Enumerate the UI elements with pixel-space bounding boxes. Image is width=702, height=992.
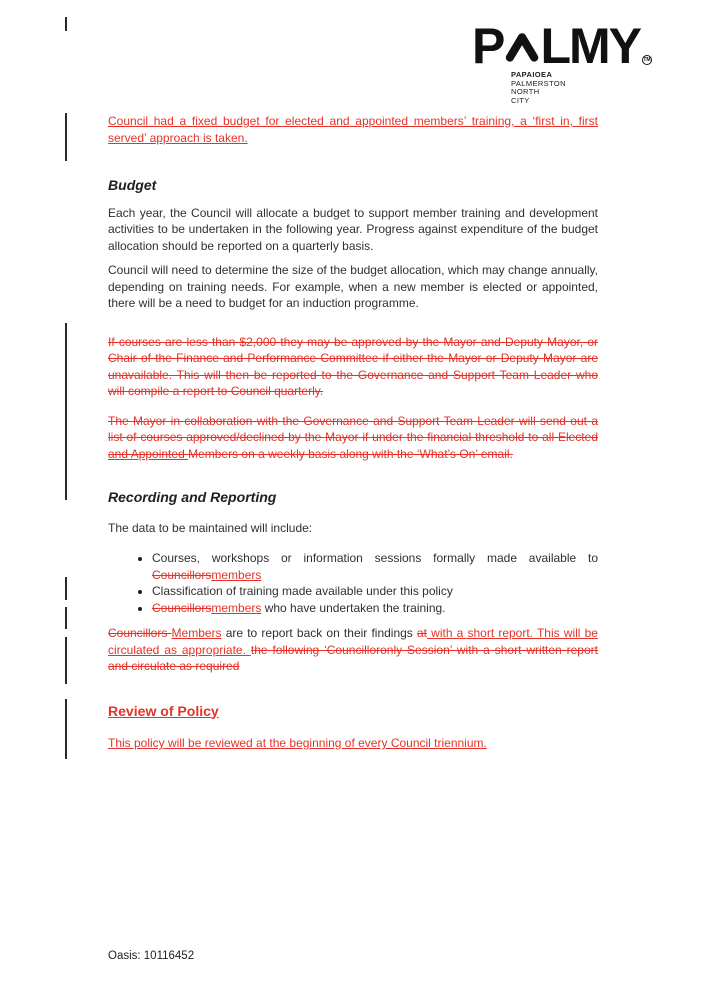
review-of-policy-heading [108, 703, 598, 720]
text-segment: This policy will be reviewed at the beginning of every Council triennium. [108, 736, 487, 750]
logo-subtitle [511, 71, 652, 105]
list-item [152, 550, 598, 583]
oasis-reference: Oasis: 10116452 [108, 950, 195, 962]
text-segment: at [416, 626, 427, 640]
text-segment: Review of Policy [108, 702, 219, 719]
text-segment: and Appointed [108, 446, 189, 461]
data-maintained-list [108, 550, 598, 616]
text-segment: members [211, 600, 262, 615]
text-segment: Councillors [152, 600, 212, 615]
text-segment: who have undertaken the training. [261, 600, 446, 615]
text-segment: Classification of training made available under this policy [152, 584, 453, 598]
change-bar [65, 637, 67, 684]
budget-paragraph-1: Each year, the Council will allocate a budget to support member training and development activities to be undertaken in the following year. Progress against expenditure of the budget allocation should be reported on a quarterly basis. [108, 205, 598, 253]
budget-paragraph-2: Council will need to determine the size of the budget allocation, which may change annually, depending on training needs. For example, when a new member is elected or appointed, there will be a need to budget for an induction programme. [108, 263, 598, 310]
inserted-intro-paragraph [108, 113, 598, 146]
review-of-policy-paragraph [108, 735, 598, 752]
deleted-paragraph-2 [108, 413, 598, 463]
text-segment: members [211, 567, 262, 582]
palmy-logo [472, 18, 652, 105]
change-bar [65, 699, 67, 759]
change-bar [65, 323, 67, 500]
text-segment: Councillors [108, 626, 172, 640]
logo-subtitle-line: PAPAIOEA [511, 70, 553, 79]
deleted-paragraph-1 [108, 334, 598, 400]
text-segment: the following ‘Councilloronly Session’ with a short written report and circulate as required [108, 642, 598, 673]
change-bar [65, 113, 67, 161]
text-segment: Members [171, 626, 222, 640]
logo-subtitle-line: CITY [511, 95, 530, 105]
text-segment: with a short report. This will be circulated as appropriate. [108, 626, 598, 657]
list-item [152, 600, 598, 617]
text-segment: Courses, workshops or information sessions formally made available to [152, 551, 598, 565]
change-bar [65, 607, 67, 629]
text-segment: are to report back on their findings [221, 626, 417, 640]
text-segment: Councillors [152, 567, 212, 582]
palmy-logo-wordmark [472, 18, 652, 74]
change-bar [65, 17, 67, 31]
report-back-paragraph [108, 625, 598, 675]
logo-letters-lmy: LMY [540, 18, 640, 74]
text-segment: The Mayor in collaboration with the Governance and Support Team Leader will send out a list of courses approved/declined by the Mayor if under the financial threshold to all Elected [108, 413, 598, 444]
logo-subtitle-line: NORTH [511, 87, 540, 96]
trademark-icon: TM [643, 57, 651, 63]
text-segment: Members on a weekly basis along with the ‘What’s On’ email. [188, 446, 513, 461]
list-item [152, 583, 598, 600]
document-content [108, 113, 598, 752]
chevron-up-icon [505, 28, 539, 66]
logo-subtitle-line: PALMERSTON [511, 78, 566, 88]
logo-letter-p: P [472, 18, 504, 74]
text-segment: Council had a fixed budget for elected and appointed members’ training, a ‘first in, first served’ approach is taken. [108, 114, 598, 145]
budget-heading: Budget [108, 177, 157, 193]
text-segment: If courses are less than $2,000 they may be approved by the Mayor and Deputy Mayor, or Chair of the Finance and Performance Committee if either the Mayor or Deputy Mayor are unavailable. This will then be reported to the Governance and Support Team Leader who will compile a report to Council quarterly. [108, 334, 598, 398]
recording-intro-paragraph: The data to be maintained will include: [108, 520, 313, 535]
change-bar [65, 577, 67, 600]
recording-reporting-heading: Recording and Reporting [108, 489, 277, 505]
